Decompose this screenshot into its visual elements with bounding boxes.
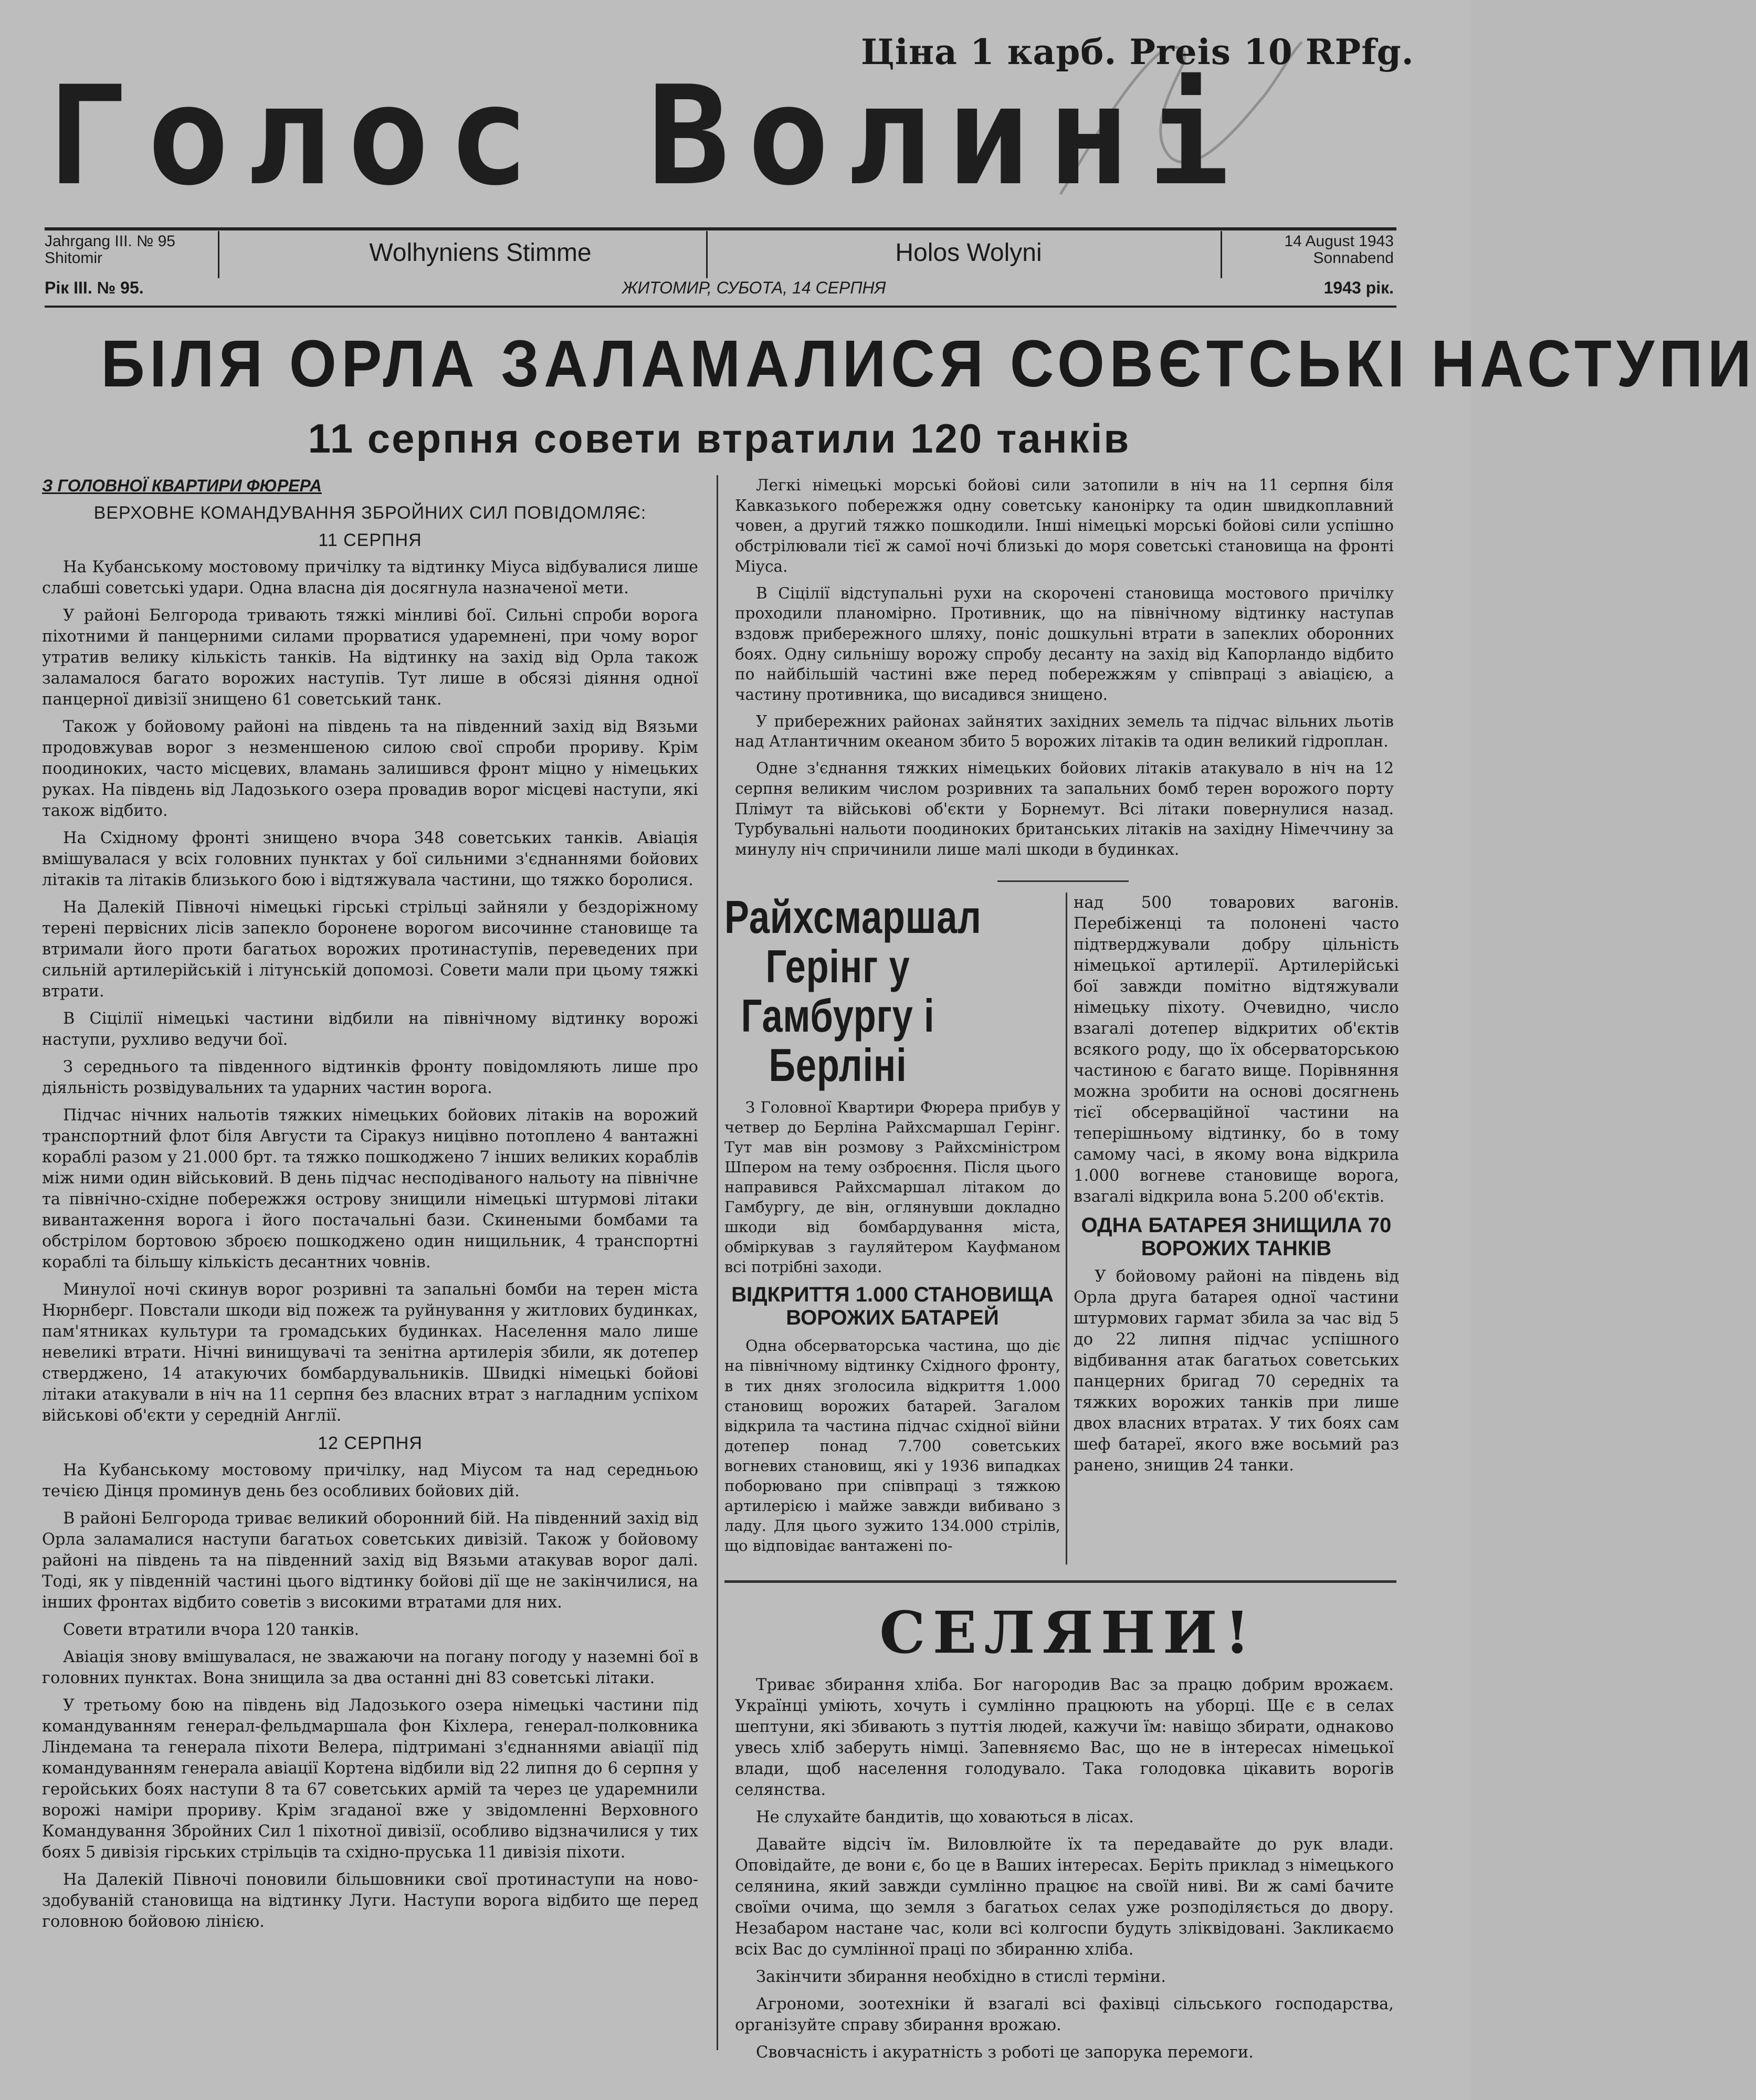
column-3 — [724, 892, 1060, 1556]
paragraph: На Східному фронті знищено вчора 348 советських танків. Авіація вмішувалася у всіх головних пунктах у бої сильними з'єднаннями бойових літаків та літаків близького бою і відтяжувала частини, що тяжко боролися. — [42, 829, 698, 889]
column-1 — [42, 475, 698, 1933]
paragraph: над 500 товарових вагонів. Перебіженці та полонені часто підтверджували добру цільність німецької артилерії. Артилерійські бої завжди помітно відтяжували німецьку піхоту. Очевидно, число взагалі дотепер відкритих об'єктів всякого роду, що їх обсерваторською частиною є багато вище. Порівняння можна зробити на основі досягнень тієї обсерваційної частини на теперішньому відтинку, бо в тому самому часі, в якому вона відкрила 1.000 вогневе становище ворога, взагалі відкрила вона 5.200 об'єктів. — [1074, 894, 1399, 1206]
section-rule — [997, 880, 1129, 882]
main-subhead: 11 серпня совети втратили 120 танків — [308, 415, 1131, 461]
translit-title: Holos Wolyni — [895, 239, 1042, 267]
paragraph: На Кубанському мостовому причілку, над Міусом та над середньою течією Дінця проминув день без особливих бойових дій. — [42, 1461, 698, 1500]
paragraph: Триває збирання хліба. Бог нагородив Вас за працю добрим врожаєм. Українці уміють, хочуть і сумлінно працюють на уборці. Ще є в селах шептуни, які збивають з путтія людей, кажучи їм: навіщо збирати, однаково увесь хліб заберуть німці. Запевняємо Вас, що не в інтересах німецької влади, щоб населення голодувало. Така голодовка цікавить ворогів селянства. — [735, 1676, 1394, 1799]
info-separator — [706, 231, 708, 278]
info-left-line: Jahrgang III. № 95 — [45, 233, 175, 250]
info-right-line: 14 August 1943 — [1284, 233, 1394, 250]
paragraph: Закінчити збирання необхідно в стислі терміни. — [756, 1968, 1166, 1986]
date-heading: 11 СЕРПНЯ — [318, 530, 422, 550]
paragraph: Свовчасність і акуратність з роботі це запорука перемоги. — [756, 2043, 1254, 2062]
seljany-article — [735, 1675, 1394, 2063]
column-2-top — [735, 475, 1394, 860]
date-heading: 12 СЕРПНЯ — [318, 1433, 423, 1453]
paragraph: В Сіцілії німецькі частини відбили на північному відтинку ворожі наступи, рухливо ведучи бої. — [42, 1010, 698, 1049]
paragraph: Совети втратили вчора 120 танків. — [63, 1621, 360, 1639]
battery-headline: ОДНА БАТАРЕЯ ЗНИЩИЛА 70 ВОРОЖИХ ТАНКІВ — [1081, 1214, 1392, 1260]
paragraph: На Далекій Півночі поновили більшовники свої протинаступи на ново-здобуваній становища на відтинку Луги. Наступи ворога відбито ще перед головною бойовою лінією. — [42, 1871, 698, 1931]
paragraph: У прибережних районах зайнятих західних земель та підчас вільних льотів над Атлантичним океаном збито 5 ворожих літаків та один великий гідроплан. — [735, 712, 1394, 751]
paragraph: У третьому бою на південь від Ладозького озера німецькі частини під командуванням генерал-фельдмаршала фон Кіхлера, генерал-полковника Ліндемана та генерала піхоти Велера, підтримані з'єднаннями авіації під командуванням генерала авіації Кортена відбили від 22 липня до 6 серпня у геройських боях наступи 8 та 67 советських армій та через це ударемнили ворожі наміри прориву. Крім згаданої вже у звідомленні Верховного Командування Збройних Сил 1 піхотної дивізії, особливо відзначилися у тих боях 5 дивізія гірських стрільців та східно-пруська 11 дивізія піхоти. — [42, 1696, 698, 1862]
paragraph: Одна обсерваторська частина, що діє на північному відтинку Східного фронту, в тих днях зголосила відкриття 1.000 становищ ворожих батарей. Загалом відкрила та частина підчас східної війни дотепер понад 7.700 советських вогневих становищ, які у 1936 випадках поборювано при співпраці з тяжкою артилерією і майже завжди вибивано з ладу. Для цього зужито 134.000 стрілів, що відповідає вантажені по- — [724, 1337, 1060, 1555]
section-rule — [724, 1580, 1396, 1583]
column-divider — [1066, 892, 1067, 1564]
paragraph: У районі Белгорода тривають тяжкі мінливі бої. Сильні спроби ворога піхотними й панцерними силами прорватися ударемнені, при чому ворог утратив велику кількість танків. На відтинку на захід від Орла також заламалося багато ворожих наступів. Тут лише в обсязі діяння одної панцерної дивізії знищено 61 советський танк. — [42, 606, 698, 709]
paragraph: З Головної Квартири Фюрера прибув у четвер до Берліна Райхсмаршал Герінг. Тут мав він розмову з Райхсміністром Шпером на тему озброєння. Після цього направився Райхсмаршал літаком до Гамбургу, де він, оглянувши докладно шкоди від бомбардування міста, обміркував з гауляйтером Кауфманом всі потрібні заходи. — [724, 1098, 1060, 1276]
year: 1943 рік. — [1323, 278, 1394, 297]
info-right — [1236, 233, 1394, 267]
info-bar — [45, 231, 1394, 284]
paragraph: Авіація знову вмішувалася, не зважаючи на погану погоду у наземні бої в головних пунктах. Вона знищила за два останні дні 83 советські літаки. — [42, 1648, 698, 1687]
paragraph: В районі Белгорода триває великий оборонний бій. На південний захід від Орла заламалися наступи багатьох советських дивізій. Також у бойовому районі на південь та на південний захід від Вязьми атакував ворог далі. Тоді, як у південній частині цього відтинку бойові дії ще не закінчилися, на інших фронтах відбито советів з високими втратами для них. — [42, 1509, 698, 1612]
source-line: З ГОЛОВНОЇ КВАРТИРИ ФЮРЕРА — [42, 476, 322, 495]
dateline: ЖИТОМИР, СУБОТА, 14 СЕРПНЯ — [622, 278, 886, 297]
paragraph: Легкі німецькі морські бойові сили затопили в ніч на 11 серпня біля Кавказького побережжя одну советську канонірку та один швидкоплавний човен, а другий тяжко пошкодили. Інші німецькі морські бойові сили успішно обстрілювали тієї ж самої ночі близькі до моря советські становища на фронті Міуса. — [735, 476, 1394, 575]
german-title: Wolhyniens Stimme — [369, 239, 592, 267]
batteries-headline: ВІДКРИТТЯ 1.000 СТАНОВИЩА ВОРОЖИХ БАТАРЕЙ — [731, 1283, 1054, 1330]
paragraph: У бойовому районі на південь від Орла друга батарея одної частини штурмових гармат збила за час від 5 до 22 липня підчас успішного відбивання атак багатьох советських панцерних бригад 70 середніх та тяжких ворожих танків при лише двох власних втратах. У тих боях сам шеф батареї, якого вже восьмий раз ранено, знищив 24 танки. — [1074, 1267, 1399, 1475]
info-left-line: Shitomir — [45, 249, 103, 267]
column-4 — [1074, 892, 1399, 1476]
paragraph: Одне з'єднання тяжких німецьких бойових літаків атакувало в ніч на 12 серпня великим числом розривних та запальних бомб терен ворожого порту Плімут та військові об'єкти у Борнемут. Всі літаки повернулися назад. Турбувальні нальоти поодиноких британських літаків на західну Німеччину за минулу ніч спричинили лише малі шкоди в будинках. — [735, 759, 1394, 858]
command-intro: ВЕРХОВНЕ КОМАНДУВАННЯ ЗБРОЙНИХ СИЛ ПОВІДОМЛЯЄ: — [93, 503, 647, 523]
masthead-rule-top — [45, 227, 1396, 230]
main-headline: БІЛЯ ОРЛА ЗАЛАМАЛИСЯ СОВЄТСЬКІ НАСТУПИ — [101, 327, 1756, 401]
paragraph: На Далекій Півночі німецькі гірські стрільці зайняли у бездоріжному терені первісних лісів запекло боронене ворогом височинне становище та втримали його проти багатьох ворожих протинаступів, переведених при сильній артилерійській і літунській допомозі. Совети мали при цьому тяжкі втрати. — [42, 898, 698, 1001]
info-separator — [218, 231, 219, 278]
price-line: Ціна 1 карб. Preis 10 RPfg. — [861, 32, 1414, 72]
paragraph: На Кубанському мостовому причілку та відтинку Міуса відбувалися лише слабші советські удари. Одна власна дія досягнула назначеної мети. — [42, 558, 698, 597]
year-number: Рік ІІІ. № 95. — [45, 278, 144, 297]
paragraph: З середнього та південного відтинків фронту повідомляють лише про діяльність розвідувальних та ударних частин ворога. — [42, 1058, 698, 1097]
info-left — [45, 233, 202, 267]
goering-headline: Райхсмаршал Герінг у Гамбургу і Берліні — [724, 891, 982, 1091]
info-right-line: Sonnabend — [1313, 249, 1394, 267]
paragraph: Давайте відсіч їм. Виловлюйте їх та передавайте до рук влади. Оповідайте, де вони є, бо це в Ваших інтересах. Беріть приклад з німецького селянина, який завжди сумлінно працює на своїй ниві. Ви ж самі бачите своїми очима, що земля з багатьох селах уже розподіляється до двору. Незабаром настане час, коли всі колгоспи будуть зліквідовані. Закликаємо всіх Вас до сумлінної праці по збиранню хліба. — [735, 1835, 1394, 1959]
paragraph: В Сіцілії відступальні рухи на скорочені становища мостового причілку проходили планомірно. Противник, що на північному відтинку наступав вздовж прибережного шляху, поніс дошкульні втрати в запеклих оборонних боях. Одну сильнішу ворожу спробу десанту на захід від Капорландо відбито по найбільшій частині вже перед побережжям у співпраці з авіацією, а частину противника, що висадився знищено. — [735, 584, 1394, 704]
masthead-title: Голос Волині — [47, 57, 1248, 216]
paragraph: Агрономи, зоотехніки й взагалі всі фахівці сільського господарства, організуйте справу збирання врожаю. — [735, 1995, 1394, 2034]
paragraph: Минулої ночі скинув ворог розривні та запальні бомби на терен міста Нюрнберг. Повстали шкоди від пожеж та руйнування у житлових будинках, пам'ятниках культури та громадських будинках. Населення мало лише невеликі втрати. Нічні винищувачі та зенітна артилерія збили, як дотепер стверджено, 14 атакуючих бомбардувальників. Швидкі німецькі бойові літаки атакували в ніч на 11 серпня без власних втрат з нагладним успіхом військові об'єкти у середній Англії. — [42, 1280, 698, 1425]
dateline-bar — [45, 278, 1394, 304]
dateline-rule — [45, 306, 1396, 308]
column-divider — [717, 475, 718, 2050]
seljany-headline: СЕЛЯНИ! — [879, 1599, 1257, 1666]
paragraph: Не слухайте бандитів, що ховаються в лісах. — [756, 1808, 1134, 1826]
info-separator — [1221, 231, 1222, 278]
paragraph: Підчас нічних нальотів тяжких німецьких бойових літаків на ворожий транспортний флот біля Августи та Сіракуз ницівно потоплено 4 вантажні кораблі разом у 21.000 брт. та тяжко пошкоджено 7 інших великих кораблів між ними один військовий. В день підчас несподіваного нальоту на північне та північно-східне побережжя острову знищили німецькі штурмові літаки вивантаження ворога і його постачальні бази. Скинеными бомбами та обстрілом бортовою зброєю пошкоджено один нищильник, 4 транспортні кораблі та більшу кількість десантних човнів. — [42, 1106, 698, 1272]
paragraph: Також у бойовому районі на південь та на південний захід від Вязьми продовжував ворог з незменшеною силою свої спроби прориву. Крім поодиноких, часто місцевих, вламань залишився фронт міцно у німецьких руках. На південь від Ладозького озера провадив ворог місцеві наступи, які також відбито. — [42, 718, 698, 820]
